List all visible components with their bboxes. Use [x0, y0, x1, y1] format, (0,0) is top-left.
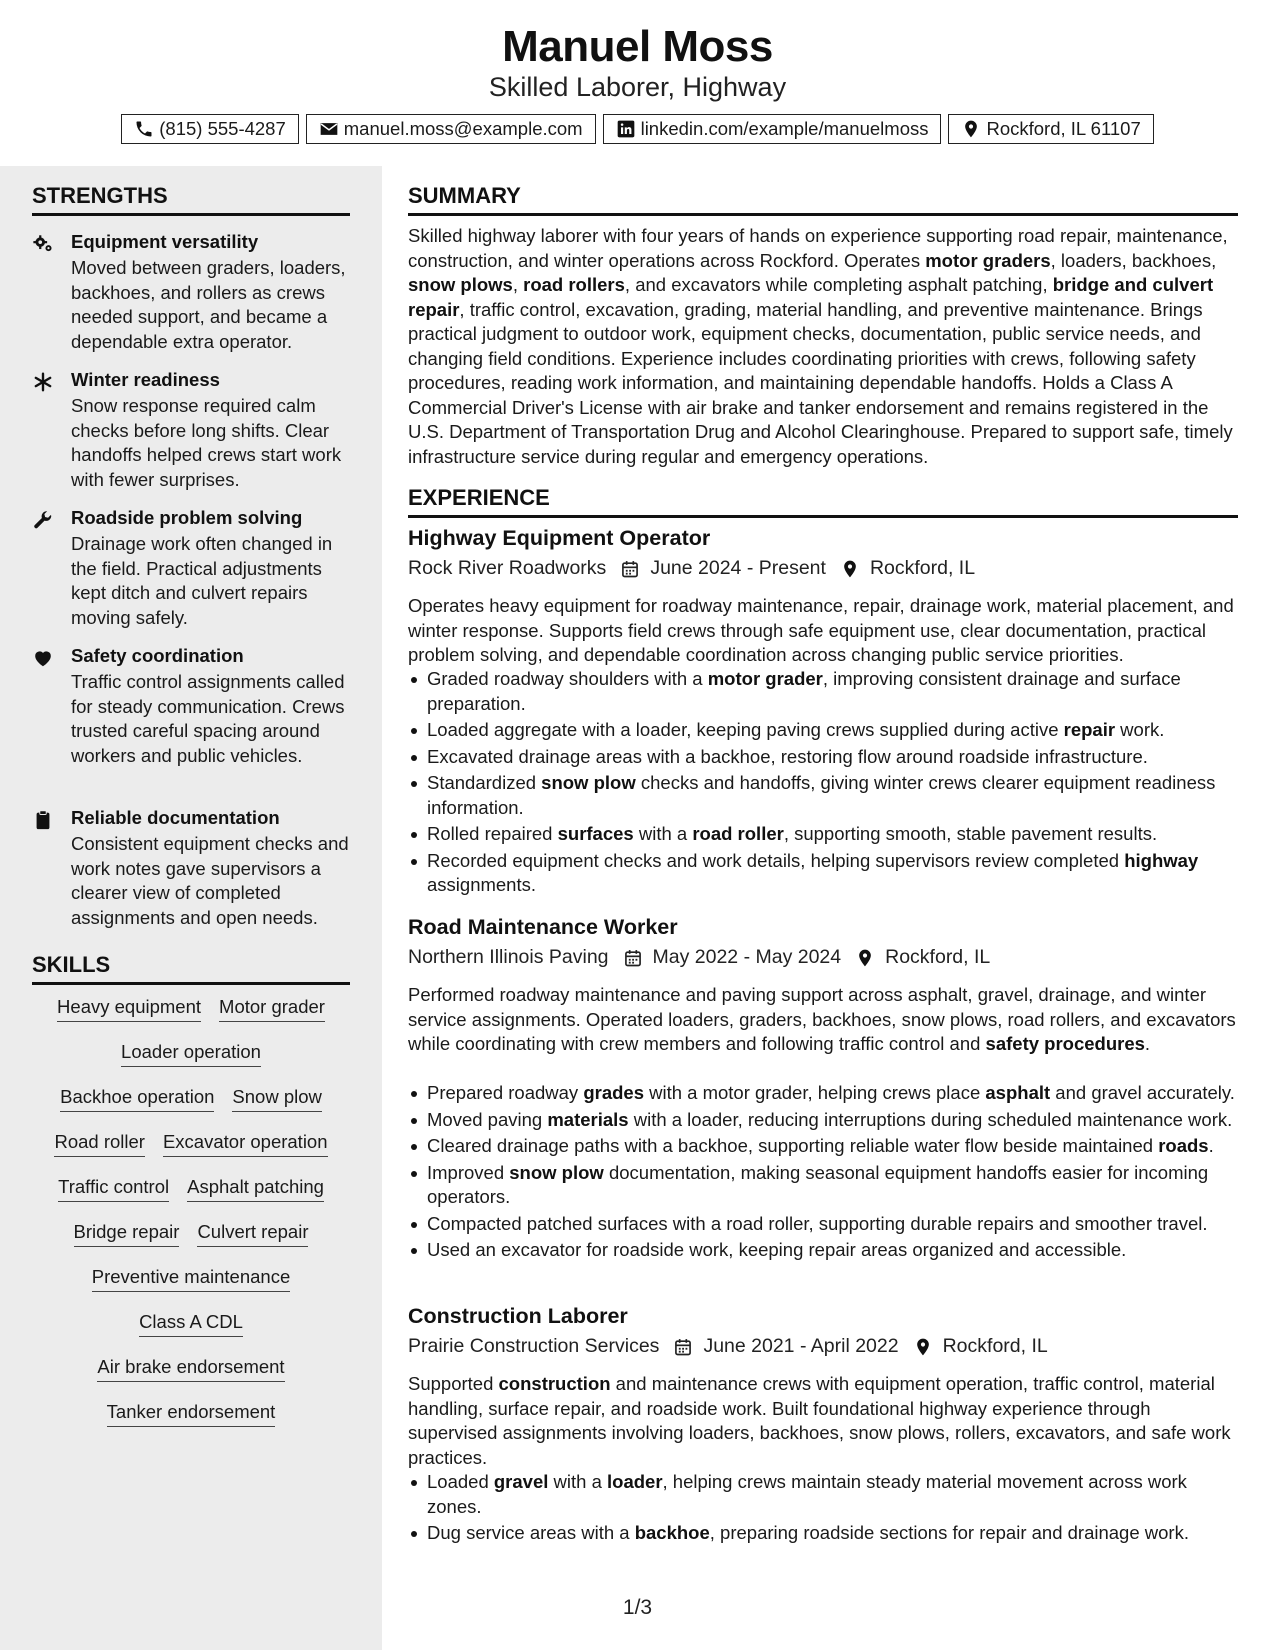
bold-keyword: asphalt — [985, 1082, 1051, 1103]
experience-heading: EXPERIENCE — [408, 485, 1238, 518]
bullet-item: Rolled repaired surfaces with a road roller, supporting smooth, stable pavement results. — [408, 822, 1238, 847]
bold-keyword: materials — [547, 1108, 629, 1130]
bullet-item: Excavated drainage areas with a backhoe, restoring flow around roadside infrastructure. — [408, 745, 1238, 770]
skill-tag: Traffic control — [58, 1176, 169, 1202]
bold-keyword: motor grader — [707, 668, 823, 689]
job-description: Supported construction and maintenance crews with equipment operation, traffic control, material handling, surface repair, and roadside work. Built foundational highway experience through supervised assignments involving loaders, backhoes, snow plows, rollers, excavators, and safe work practices. — [408, 1373, 1231, 1468]
map-pin-icon — [961, 119, 981, 139]
skill-tag: Tanker endorsement — [107, 1401, 276, 1427]
job-dates: May 2022 - May 2024 — [652, 946, 842, 968]
job-meta — [408, 1335, 1048, 1358]
strength-title: Equipment versatility — [71, 231, 259, 252]
bullet-item: Recorded equipment checks and work details, helping supervisors review completed highway assignments. — [408, 849, 1238, 898]
job-dates: June 2021 - April 2022 — [703, 1335, 899, 1357]
phone-icon — [134, 119, 154, 139]
strength-title: Winter readiness — [71, 369, 220, 390]
bullet-item: Cleared drainage paths with a backhoe, supporting reliable water flow beside maintained roads. — [408, 1134, 1238, 1159]
bullet-item: Loaded gravel with a loader, helping crews maintain steady material movement across work zones. — [408, 1470, 1238, 1519]
strength-text: Consistent equipment checks and work notes gave supervisors a clearer view of completed assignments and open needs. — [71, 833, 349, 928]
clipboard-icon — [32, 809, 54, 831]
snowflake-icon — [32, 371, 54, 393]
map-pin-icon — [913, 1337, 933, 1357]
calendar-icon — [620, 559, 640, 579]
skill-tag: Heavy equipment — [57, 996, 201, 1022]
resume-name: Manuel Moss — [502, 22, 773, 71]
job-bullets — [408, 1081, 1238, 1265]
skill-tag: Air brake endorsement — [97, 1356, 284, 1382]
bold-keyword: road rollers — [523, 274, 625, 295]
job-description: Operates heavy equipment for roadway maintenance, repair, drainage work, material placement, and winter response. Supports field crews through safe equipment use, clear documentation, practical problem solving, and dependable coordination across changing public service priorities. — [408, 595, 1234, 665]
job-location: Rockford, IL — [869, 557, 976, 579]
contact-linkedin-text: linkedin.com/example/manuelmoss — [640, 118, 929, 139]
skill-row — [32, 1176, 350, 1202]
linkedin-icon — [616, 119, 636, 139]
bold-keyword: backhoe — [634, 1522, 710, 1543]
heart-icon — [32, 647, 54, 669]
bullet-item: Prepared roadway grades with a motor grader, helping crews place asphalt and gravel accurately. — [408, 1081, 1238, 1106]
bold-keyword: road roller — [692, 823, 784, 844]
bullet-item: Graded roadway shoulders with a motor grader, improving consistent drainage and surface preparation. — [408, 667, 1238, 716]
contact-phone-text: (815) 555-4287 — [159, 118, 286, 139]
skill-row — [32, 1311, 350, 1337]
job-meta — [408, 946, 990, 969]
skills-heading: SKILLS — [32, 952, 350, 985]
gears-icon — [32, 233, 54, 255]
job-bullets — [408, 1470, 1238, 1548]
skill-row — [32, 996, 350, 1022]
bold-keyword: construction — [498, 1373, 611, 1394]
skill-row — [32, 1131, 350, 1157]
bold-keyword: motor graders — [925, 249, 1051, 271]
bullet-item: Compacted patched surfaces with a road roller, supporting durable repairs and smoother travel. — [408, 1212, 1238, 1237]
job-location: Rockford, IL — [885, 946, 991, 968]
skill-tag: Bridge repair — [74, 1221, 180, 1247]
skill-row — [32, 1401, 350, 1427]
bullet-item: Standardized snow plow checks and handoffs, giving winter crews clearer equipment readiness information. — [408, 771, 1238, 820]
calendar-icon — [623, 948, 643, 968]
map-pin-icon — [855, 948, 875, 968]
job-location: Rockford, IL — [942, 1335, 1048, 1357]
skill-tag: Loader operation — [121, 1041, 261, 1067]
strength-title: Roadside problem solving — [71, 507, 303, 528]
contact-location[interactable] — [948, 114, 1153, 144]
wrench-icon — [32, 509, 54, 531]
skill-row — [32, 1221, 350, 1247]
bullet-item: Improved snow plow documentation, making seasonal equipment handoffs easier for incoming operators. — [408, 1161, 1238, 1210]
contact-linkedin[interactable] — [603, 114, 942, 144]
job-title: Highway Equipment Operator — [408, 526, 711, 550]
envelope-icon — [319, 119, 339, 139]
bold-keyword: snow plow — [541, 772, 636, 793]
skill-tag: Backhoe operation — [60, 1086, 214, 1112]
job-dates: June 2024 - Present — [650, 557, 826, 579]
bold-keyword: roads — [1158, 1135, 1209, 1156]
bold-keyword: snow plow — [509, 1161, 604, 1183]
job-company: Northern Illinois Paving — [408, 946, 609, 968]
bold-keyword: grades — [583, 1082, 644, 1103]
strength-text: Moved between graders, loaders, backhoes, and rollers as crews needed support, and became a dependable extra operator. — [71, 257, 346, 352]
strengths-heading: STRENGTHS — [32, 183, 350, 216]
bullet-item: Used an excavator for roadside work, keeping repair areas organized and accessible. — [408, 1238, 1238, 1263]
job-title: Construction Laborer — [408, 1304, 628, 1328]
skill-tag: Snow plow — [232, 1086, 321, 1112]
bullet-item: Moved paving materials with a loader, reducing interruptions during scheduled maintenance work. — [408, 1108, 1238, 1133]
skill-row — [32, 1086, 350, 1112]
bold-keyword: repair — [1063, 719, 1116, 740]
strength-text: Drainage work often changed in the field. Practical adjustments kept ditch and culvert repairs moving safely. — [71, 533, 333, 628]
skill-tag: Preventive maintenance — [92, 1266, 290, 1292]
contact-email-text: manuel.moss@example.com — [343, 118, 583, 139]
bold-keyword: gravel — [493, 1471, 549, 1492]
resume-role: Skilled Laborer, Highway — [488, 72, 787, 102]
skill-tag: Asphalt patching — [187, 1176, 324, 1202]
strength-text: Traffic control assignments called for steady communication. Crews trusted careful spacing around workers and public vehicles. — [71, 671, 345, 766]
skill-tag: Culvert repair — [197, 1221, 308, 1247]
bullet-item: Loaded aggregate with a loader, keeping paving crews supplied during active repair work. — [408, 718, 1238, 743]
bold-keyword: bridge and culvert repair — [408, 274, 1214, 320]
skill-row — [32, 1266, 350, 1292]
contact-email[interactable] — [306, 114, 596, 144]
map-pin-icon — [840, 559, 860, 579]
contact-bar — [0, 114, 1275, 144]
skill-tag: Excavator operation — [163, 1131, 328, 1157]
job-description: Performed roadway maintenance and paving support across asphalt, gravel, drainage, and winter service assignments. Operated loaders, graders, backhoes, snow plows, road rollers, and excavators while coordinating with crew members and following traffic control and safety procedures. — [408, 984, 1236, 1054]
bold-keyword: highway — [1124, 849, 1199, 871]
contact-phone[interactable] — [121, 114, 299, 144]
skill-tag: Road roller — [54, 1131, 145, 1157]
summary-heading: SUMMARY — [408, 183, 1238, 216]
job-company: Rock River Roadworks — [408, 557, 607, 579]
job-bullets — [408, 667, 1238, 900]
skill-tag: Class A CDL — [139, 1311, 243, 1337]
bold-keyword: snow plows — [408, 274, 513, 295]
job-title: Road Maintenance Worker — [408, 915, 678, 939]
skill-row — [32, 1356, 350, 1382]
bold-keyword: surfaces — [557, 823, 634, 844]
bold-keyword: safety procedures — [985, 1033, 1145, 1054]
skill-tag: Motor grader — [219, 996, 325, 1022]
job-meta — [408, 557, 975, 580]
strength-text: Snow response required calm checks before long shifts. Clear handoffs helped crews start work with fewer surprises. — [71, 395, 342, 490]
page-number: 1/3 — [622, 1596, 653, 1619]
contact-location-text: Rockford, IL 61107 — [986, 118, 1141, 139]
strength-title: Reliable documentation — [71, 807, 280, 828]
bullet-item: Dug service areas with a backhoe, preparing roadside sections for repair and drainage work. — [408, 1521, 1238, 1546]
bold-keyword: loader — [607, 1471, 663, 1492]
summary-text: Skilled highway laborer with four years of hands on experience supporting road repair, maintenance, construction, and winter operations across Rockford. Operates motor graders, loaders, backhoes, snow plows, road rollers, and excavators while completing asphalt patching, bridge and culvert repair, traffic control, excavation, grading, material handling, and preventive maintenance. Brings practical judgment to outdoor work, equipment checks, documentation, public service needs, and changing field conditions. Experience includes coordinating priorities with crews, following safety procedures, reading work information, and maintaining dependable handoffs. Holds a Class A Commercial Driver's License with air brake and tanker endorsement and remains registered in the U.S. Department of Transportation Drug and Alcohol Clearinghouse. Prepared to support safe, timely infrastructure service during regular and emergency operations. — [408, 225, 1233, 467]
skill-row — [32, 1041, 350, 1067]
calendar-icon — [673, 1337, 693, 1357]
strength-title: Safety coordination — [71, 645, 244, 666]
job-company: Prairie Construction Services — [408, 1335, 660, 1357]
